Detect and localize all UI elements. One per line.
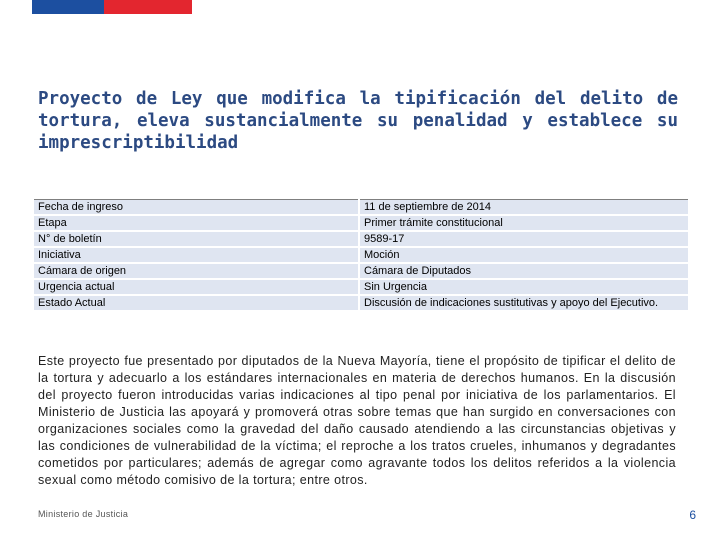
table-row: [33, 200, 689, 216]
info-table: [32, 199, 690, 312]
row-value: Moción: [359, 247, 689, 263]
description-paragraph: Este proyecto fue presentado por diputados de la Nueva Mayoría, tiene el propósito de tipificar el delito de la tortura y adecuarlo a los estándares internacionales en materia de derechos humanos. En la discusión del proyecto fueron introducidas varias indicaciones al tipo penal por iniciativa de los parlamentarios. El Ministerio de Justicia las apoyará y promoverá otras sobre temas que han surgido en conversaciones con organizaciones sociales como la gravedad del daño causado atendiendo a las circunstancias objetivas y las condiciones de vulnerabilidad de la víctima; el reproche a los tratos crueles, inhumanos y degradantes cometidos por particulares; además de agregar como agravante todos los delitos referidos a la violencia sexual como método comisivo de la tortura; entre otros.: [38, 354, 676, 487]
table-row: [33, 279, 689, 295]
page-number: 6: [689, 508, 696, 522]
table-row: [33, 231, 689, 247]
row-value: Cámara de Diputados: [359, 263, 689, 279]
table-row: [33, 247, 689, 263]
table-row: [33, 263, 689, 279]
footer-ministry: Ministerio de Justicia: [38, 509, 129, 519]
row-label: Urgencia actual: [33, 279, 359, 295]
row-label: Fecha de ingreso: [33, 200, 359, 216]
row-value: Discusión de indicaciones sustitutivas y apoyo del Ejecutivo.: [359, 295, 689, 311]
row-value: 9589-17: [359, 231, 689, 247]
table-row: [33, 295, 689, 311]
row-label: Iniciativa: [33, 247, 359, 263]
row-label: N° de boletín: [33, 231, 359, 247]
row-label: Cámara de origen: [33, 263, 359, 279]
row-value: Sin Urgencia: [359, 279, 689, 295]
row-value: Primer trámite constitucional: [359, 215, 689, 231]
row-value: 11 de septiembre de 2014: [359, 200, 689, 216]
row-label: Etapa: [33, 215, 359, 231]
table-row: [33, 215, 689, 231]
flag-stripe-blue: [32, 0, 104, 14]
row-label: Estado Actual: [33, 295, 359, 311]
page-title: Proyecto de Ley que modifica la tipificación del delito de tortura, eleva sustancialmente su penalidad y establece su imprescriptibilidad: [38, 89, 678, 153]
flag-stripe-red: [104, 0, 192, 14]
